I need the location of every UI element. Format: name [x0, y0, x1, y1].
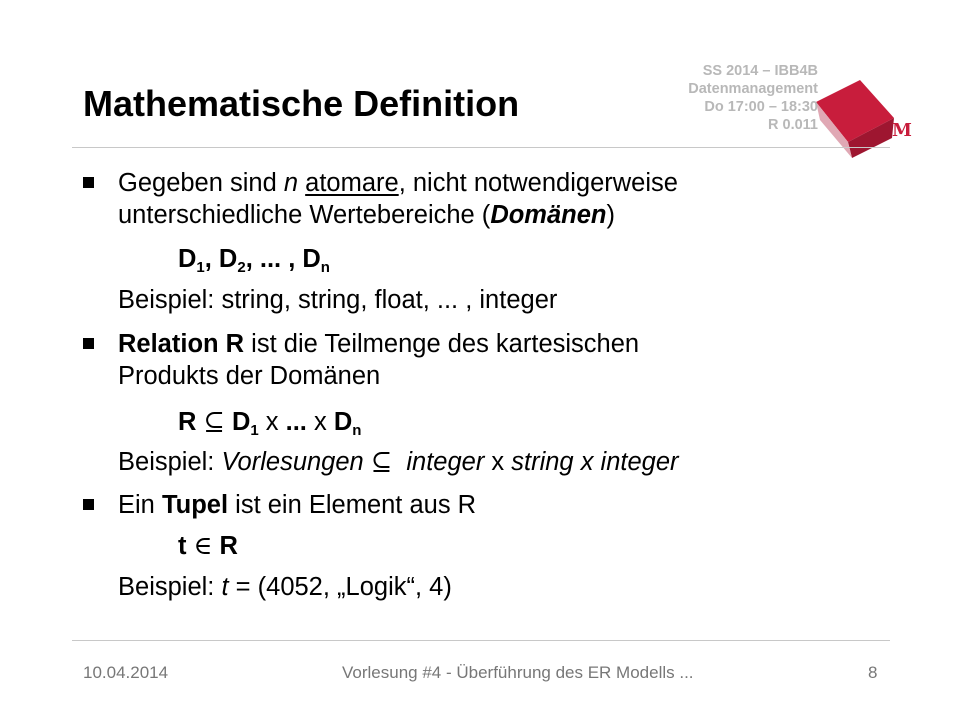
subscript: 1: [250, 422, 259, 439]
bullet3-line1: [118, 490, 476, 521]
text: Gegeben sind: [118, 169, 284, 197]
slide-title: Mathematische Definition: [83, 83, 520, 124]
subscript: n: [320, 259, 330, 276]
subscript: 1: [196, 259, 205, 276]
course-info-line: Datenmanagement: [688, 81, 818, 97]
text: ist ein Element aus R: [228, 491, 477, 519]
text: ): [606, 201, 615, 229]
page-number: 8: [868, 663, 878, 682]
text: D: [333, 408, 353, 436]
text-bold: Relation R: [118, 330, 245, 358]
subset-symbol: ⊆: [370, 447, 393, 477]
subscript: n: [352, 422, 362, 439]
logo-letter: M: [892, 120, 912, 141]
bullet2-line2: Produkts der Domänen: [118, 362, 381, 390]
text: , ... , D: [245, 245, 321, 273]
footer-title: Vorlesung #4 - Überführung des ER Modells ...: [342, 663, 694, 682]
text: , nicht notwendigerweise: [398, 169, 678, 197]
course-info-line: R 0.011: [768, 117, 818, 133]
element-of-symbol: ∈: [193, 531, 213, 561]
text: x: [258, 408, 286, 436]
text-italic: string x integer: [511, 448, 679, 476]
bullet1-example: Beispiel: string, string, float, ... , integer: [118, 286, 558, 314]
text-italic: t: [221, 573, 229, 601]
text: x: [484, 448, 512, 476]
bullet1-line2: [118, 200, 615, 231]
text: t: [178, 532, 194, 560]
footer-date: 10.04.2014: [83, 663, 169, 682]
text: R: [178, 408, 204, 436]
text-bold: Tupel: [161, 491, 229, 519]
bullet2-line1: [118, 329, 639, 360]
text: Beispiel:: [118, 573, 222, 601]
bullet3-example: [118, 572, 452, 603]
text: , D: [204, 245, 238, 273]
course-info-line: Do 17:00 – 18:30: [704, 99, 818, 115]
text: = (4052, „Logik“, 4): [228, 573, 452, 601]
text-italic: Vorlesungen: [221, 448, 371, 476]
text-italic: n: [283, 169, 299, 197]
text-italic: integer: [392, 448, 485, 476]
text: ...: [285, 408, 307, 436]
title-divider: [72, 147, 890, 148]
subset-symbol: ⊆: [203, 407, 225, 437]
text: R: [212, 532, 238, 560]
text-bold-italic: Domänen: [490, 201, 607, 229]
subscript: 2: [237, 259, 246, 276]
bullet-square: [83, 499, 94, 510]
bullet2-example: [118, 447, 679, 478]
text: unterschiedliche Wertebereiche (: [118, 201, 491, 229]
bullet1-line1: [118, 168, 678, 199]
text: D: [224, 408, 251, 436]
bullet-square: [83, 177, 94, 188]
text: x: [306, 408, 334, 436]
bullet1-formula: [178, 244, 330, 275]
bullet3-formula: [178, 531, 238, 562]
text-underlined: atomare: [305, 169, 399, 197]
bullet-square: [83, 338, 94, 349]
text: ist die Teilmenge des kartesischen: [244, 330, 640, 358]
text: Beispiel:: [118, 448, 222, 476]
text: D: [178, 245, 197, 273]
bullet2-formula: [178, 407, 361, 438]
course-info-line: SS 2014 – IBB4B: [702, 63, 818, 79]
university-logo: [808, 80, 918, 170]
text: Ein: [118, 491, 162, 519]
course-info: [688, 62, 818, 134]
footer-divider: [72, 640, 890, 641]
